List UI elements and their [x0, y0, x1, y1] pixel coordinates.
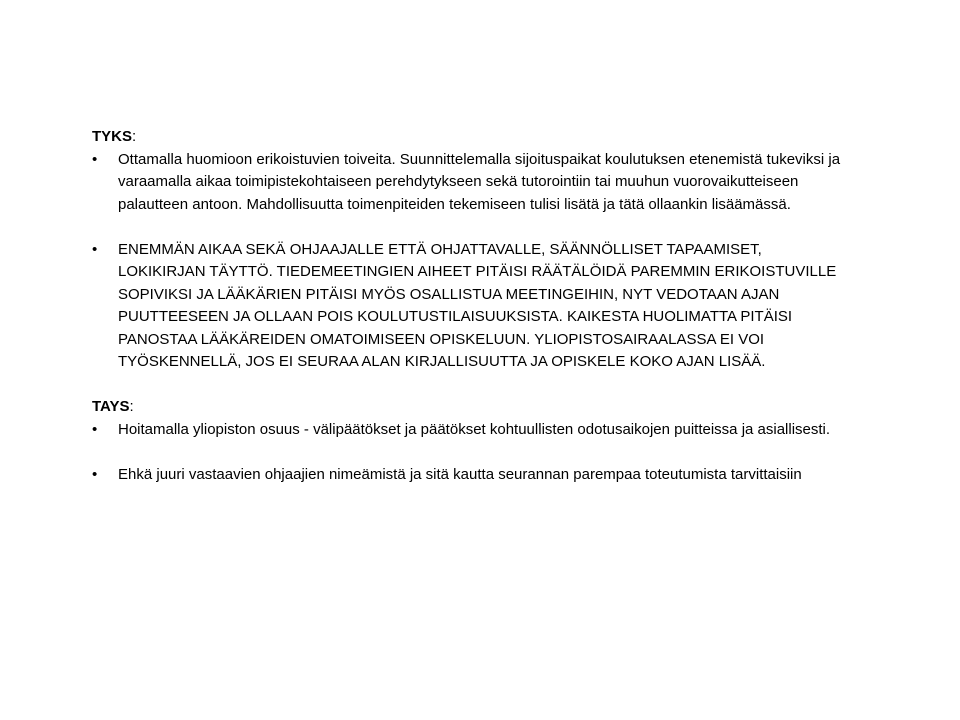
section-heading-text: TYKS: [92, 128, 133, 145]
list-item: [92, 239, 852, 374]
bullet-text: Hoitamalla yliopiston osuus - välipäätökset ja päätökset kohtuullisten odotusaikojen puitteissa ja asiallisesti.: [118, 420, 831, 438]
section-heading-colon: :: [132, 128, 137, 145]
bullet-text: Ehkä juuri vastaavien ohjaajien nimeämistä ja sitä kautta seurannan parempaa toteutumista tarvittaisiin: [118, 465, 802, 483]
list-item: [92, 464, 852, 487]
spacer: [92, 374, 852, 397]
bullet-dot: •: [92, 465, 98, 483]
section-heading-tays: [92, 396, 852, 419]
bullet-list-tays: [92, 419, 852, 487]
bullet-text: ENEMMÄN AIKAA SEKÄ OHJAAJALLE ETTÄ OHJATTAVALLE, SÄÄNNÖLLISET TAPAAMISET, LOKIKIRJAN TÄYTTÖ. TIEDEMEETINGIEN AIHEET PITÄISI RÄÄTÄLÖIDÄ PAREMMIN ERIKOISTUVILLE SOPIVIKSI JA LÄÄKÄRIEN PITÄISI MYÖS OSALLISTUA MEETINGEIHIN, NYT VEDOTAAN AJAN PUUTTEESEEN JA OLLAAN POIS KOULUTUSTILAISUUKSISTA. KAIKESTA HUOLIMATTA PITÄISI PANOSTAA LÄÄKÄREIDEN OMATOIMISEEN OPISKELUUN. YLIOPISTOSAIRAALASSA EI VOI TYÖSKENNELLÄ, JOS EI SEURAA ALAN KIRJALLISUUTTA JA OPISKELE KOKO AJAN LISÄÄ.: [118, 240, 837, 370]
spacer: [92, 441, 852, 464]
bullet-list-tyks: [92, 149, 852, 374]
section-heading-tyks: [92, 126, 852, 149]
bullet-text: Ottamalla huomioon erikoistuvien toiveita. Suunnittelemalla sijoituspaikat koulutuksen etenemistä tukeviksi ja varaamalla aikaa toimipistekohtaiseen perehdytykseen sekä tutorointiin tai muuhun vuorovaikutteiseen palautteen antoon. Mahdollisuutta toimenpiteiden tekemiseen tulisi lisätä ja tätä ollaankin lisäämässä.: [118, 150, 841, 213]
bullet-dot: •: [92, 150, 98, 168]
list-item: [92, 149, 852, 217]
list-item: [92, 419, 852, 442]
spacer: [92, 216, 852, 239]
section-heading-colon: :: [129, 398, 134, 415]
bullet-dot: •: [92, 420, 98, 438]
slide-content: [92, 126, 852, 486]
bullet-dot: •: [92, 240, 98, 258]
section-heading-text: TAYS: [92, 398, 130, 415]
